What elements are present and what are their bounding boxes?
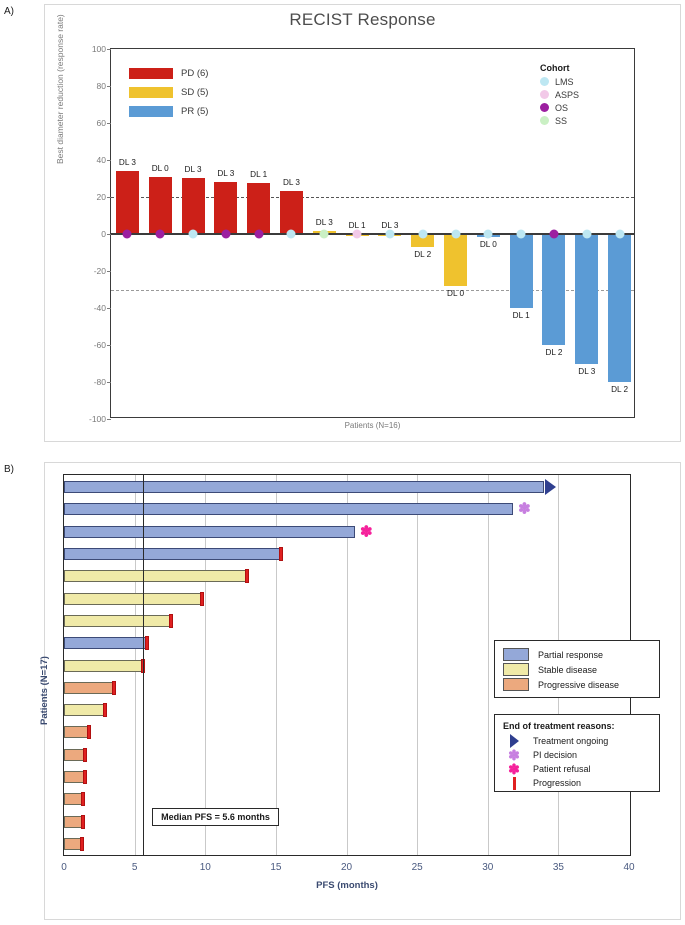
dose-level-label: DL 3: [184, 164, 202, 174]
cohort-legend-label: LMS: [555, 76, 574, 87]
progression-marker-icon: [169, 614, 173, 628]
panel-a-y-tick: 40: [96, 155, 106, 165]
cohort-legend-item: [540, 114, 616, 127]
cohort-marker: [484, 230, 493, 239]
swimmer-bar: [64, 526, 355, 538]
end-of-treatment-legend: [494, 714, 660, 792]
panel-b-x-tick: 25: [411, 862, 423, 873]
response-legend: [129, 65, 208, 122]
cohort-marker: [517, 230, 526, 239]
progression-marker-icon: [81, 792, 85, 806]
panel-a-y-tick-mark: [107, 308, 111, 309]
panel-b-gridline: [417, 475, 418, 855]
panel-b-x-tick: 35: [552, 862, 564, 873]
panel-b-x-tick: 40: [623, 862, 635, 873]
panel-b-x-tick: 15: [270, 862, 282, 873]
asterisk-icon: ✽: [508, 760, 520, 777]
dose-level-label: DL 1: [512, 311, 530, 320]
median-pfs-annotation: Median PFS = 5.6 months: [152, 808, 279, 826]
dose-level-label: DL 3: [217, 169, 235, 179]
panel-a-y-tick-mark: [107, 123, 111, 124]
cohort-legend-item: [540, 75, 616, 88]
swimmer-bar: [64, 660, 142, 672]
progression-marker-icon: [80, 837, 84, 851]
panel-a-y-tick: -60: [93, 340, 106, 350]
panel-a-y-tick: 80: [96, 81, 106, 91]
panel-b-x-tick: 10: [199, 862, 211, 873]
cohort-legend-label: ASPS: [555, 89, 580, 100]
panel-a-y-tick: 0: [101, 229, 106, 239]
panel-b-legend-item: [503, 677, 651, 692]
waterfall-bar: [149, 177, 172, 234]
panel-b-y-axis-label: Patients (N=17): [39, 656, 50, 725]
cohort-marker: [353, 230, 362, 239]
panel-a-y-tick-mark: [107, 382, 111, 383]
waterfall-bar: [182, 178, 205, 234]
eot-legend-label: Progression: [533, 778, 582, 788]
eot-legend-title: End of treatment reasons:: [503, 721, 615, 731]
legend-swatch: [503, 648, 529, 661]
dose-level-label: DL 2: [414, 249, 432, 259]
cohort-legend: [540, 63, 616, 127]
panel-b-x-axis-label: PFS (months): [316, 880, 378, 891]
panel-b-legend-item: [503, 647, 651, 662]
cohort-legend-rows: [540, 75, 616, 127]
panel-a-y-tick-mark: [107, 49, 111, 50]
dose-level-label: DL 3: [381, 221, 399, 230]
eot-legend-item: [503, 734, 651, 748]
panel-a-letter: A): [4, 6, 14, 17]
swimmer-bar: [64, 793, 82, 805]
cohort-marker: [320, 230, 329, 239]
panel-a-y-tick: -20: [93, 266, 106, 276]
eot-legend-rows: [503, 734, 651, 790]
cohort-legend-title: Cohort: [540, 63, 570, 73]
dose-level-label: DL 0: [479, 239, 497, 249]
cohort-legend-item: [540, 101, 616, 114]
panel-b-x-tick: 0: [61, 862, 67, 873]
eot-legend-label: Patient refusal: [533, 764, 591, 774]
dose-level-label: DL 3: [118, 158, 136, 168]
swimmer-bar: [64, 503, 513, 515]
cohort-marker: [418, 230, 427, 239]
dose-level-label: DL 1: [250, 170, 268, 180]
swimmer-bar: [64, 816, 82, 828]
eot-legend-item: [503, 762, 651, 776]
cohort-marker: [451, 230, 460, 239]
cohort-marker: [385, 230, 394, 239]
panel-b-x-tick: 20: [340, 862, 353, 873]
treatment-ongoing-icon: [545, 479, 556, 495]
cohort-marker: [156, 230, 165, 239]
cohort-marker: [189, 230, 198, 239]
panel-a-x-axis-label: Patients (N=16): [344, 420, 401, 430]
progression-marker-icon: [87, 725, 91, 739]
panel-a-y-tick-mark: [107, 160, 111, 161]
panel-a-y-tick: 60: [96, 118, 106, 128]
panel-b-gridline: [488, 475, 489, 855]
waterfall-bar: [247, 183, 270, 234]
dose-level-label: DL 2: [545, 348, 563, 357]
swimmer-bar: [64, 704, 104, 716]
progression-marker-icon: [279, 547, 283, 561]
bar-icon: [503, 777, 525, 790]
legend-swatch: [129, 68, 173, 79]
panel-a-title: RECIST Response: [289, 10, 436, 29]
eot-legend-item: [503, 776, 651, 790]
swimmer-bar: [64, 749, 84, 761]
progression-marker-icon: [145, 636, 149, 650]
waterfall-bar: [444, 234, 467, 286]
legend-label: PD (6): [181, 67, 209, 79]
cohort-legend-label: OS: [555, 102, 569, 113]
legend-swatch: [503, 678, 529, 691]
swimmer-bar: [64, 615, 170, 627]
response-legend-item: [129, 84, 208, 100]
legend-swatch: [129, 87, 173, 98]
bar-shape: [513, 777, 516, 790]
response-legend-item: [129, 103, 208, 119]
panel-a-y-tick: 20: [96, 192, 106, 202]
progression-marker-icon: [83, 770, 87, 784]
swimmer-bar: [64, 838, 81, 850]
cohort-marker: [123, 230, 132, 239]
progression-marker-icon: [103, 703, 107, 717]
waterfall-bar: [575, 234, 598, 364]
legend-label: Partial response: [538, 649, 604, 660]
waterfall-bar: [280, 191, 303, 234]
panel-b-letter: B): [4, 464, 14, 475]
asterisk-icon: ✽: [508, 746, 520, 763]
waterfall-bar: [542, 234, 565, 345]
progression-marker-icon: [200, 592, 204, 606]
waterfall-bar: [116, 171, 139, 234]
waterfall-bar: [214, 182, 237, 234]
waterfall-bar: [510, 234, 533, 308]
swimmer-bar: [64, 481, 544, 493]
panel-a-y-tick: -80: [93, 377, 106, 387]
legend-swatch: [503, 663, 529, 676]
dose-level-label: DL 0: [151, 163, 169, 173]
response-legend-item: [129, 65, 208, 81]
cohort-legend-label: SS: [555, 115, 568, 126]
swimmer-bar: [64, 570, 246, 582]
cohort-marker: [582, 230, 591, 239]
legend-label: Stable disease: [538, 664, 598, 675]
cohort-dot-icon: [540, 77, 549, 86]
progression-marker-icon: [245, 569, 249, 583]
eot-legend-label: PI decision: [533, 750, 578, 760]
panel-b-x-tick: 5: [131, 862, 138, 873]
panel-a-y-axis-label: Best diameter reduction (response rate): [55, 14, 65, 164]
cohort-marker: [287, 230, 296, 239]
panel-a-y-tick: -40: [93, 303, 106, 313]
progression-marker-icon: [112, 681, 116, 695]
swimmer-bar: [64, 593, 201, 605]
dose-level-label: DL 2: [611, 385, 629, 394]
legend-label: SD (5): [181, 86, 209, 98]
panel-b-legend-item: [503, 662, 651, 677]
dose-level-label: DL 3: [315, 218, 333, 228]
legend-swatch: [129, 106, 173, 117]
panel-a-y-tick-mark: [107, 271, 111, 272]
eot-legend-label: Treatment ongoing: [533, 736, 609, 746]
panel-a-y-tick-mark: [107, 345, 111, 346]
panel-a-y-tick-mark: [107, 86, 111, 87]
swimmer-bar: [64, 548, 280, 560]
progression-marker-icon: [83, 748, 87, 762]
cohort-legend-item: [540, 88, 616, 101]
dose-level-label: DL 1: [348, 221, 366, 230]
cohort-marker: [221, 230, 230, 239]
panel-a-y-tick: -100: [88, 414, 106, 424]
cohort-dot-icon: [540, 103, 549, 112]
pi-decision-icon: ✽: [518, 500, 531, 518]
patient-refusal-icon: ✽: [359, 523, 373, 541]
median-pfs-line: [143, 475, 144, 855]
legend-label: Progressive disease: [538, 679, 620, 690]
panel-b-response-legend: [494, 640, 660, 698]
eot-legend-item: [503, 748, 651, 762]
cohort-marker: [254, 230, 263, 239]
panel-a-y-tick: 100: [91, 44, 106, 54]
progression-marker-icon: [81, 815, 85, 829]
panel-b-x-tick: 30: [482, 862, 494, 873]
legend-label: PR (5): [181, 105, 209, 117]
dose-level-label: DL 3: [282, 178, 300, 188]
swimmer-bar: [64, 637, 146, 649]
cohort-marker: [615, 230, 624, 239]
cohort-dot-icon: [540, 116, 549, 125]
waterfall-bar: [608, 234, 631, 382]
swimmer-bar: [64, 771, 84, 783]
swimmer-bar: [64, 726, 88, 738]
cohort-marker: [549, 230, 558, 239]
dose-level-label: DL 3: [578, 366, 596, 376]
swimmer-bar: [64, 682, 113, 694]
cohort-dot-icon: [540, 90, 549, 99]
dose-level-label: DL 0: [447, 288, 465, 298]
